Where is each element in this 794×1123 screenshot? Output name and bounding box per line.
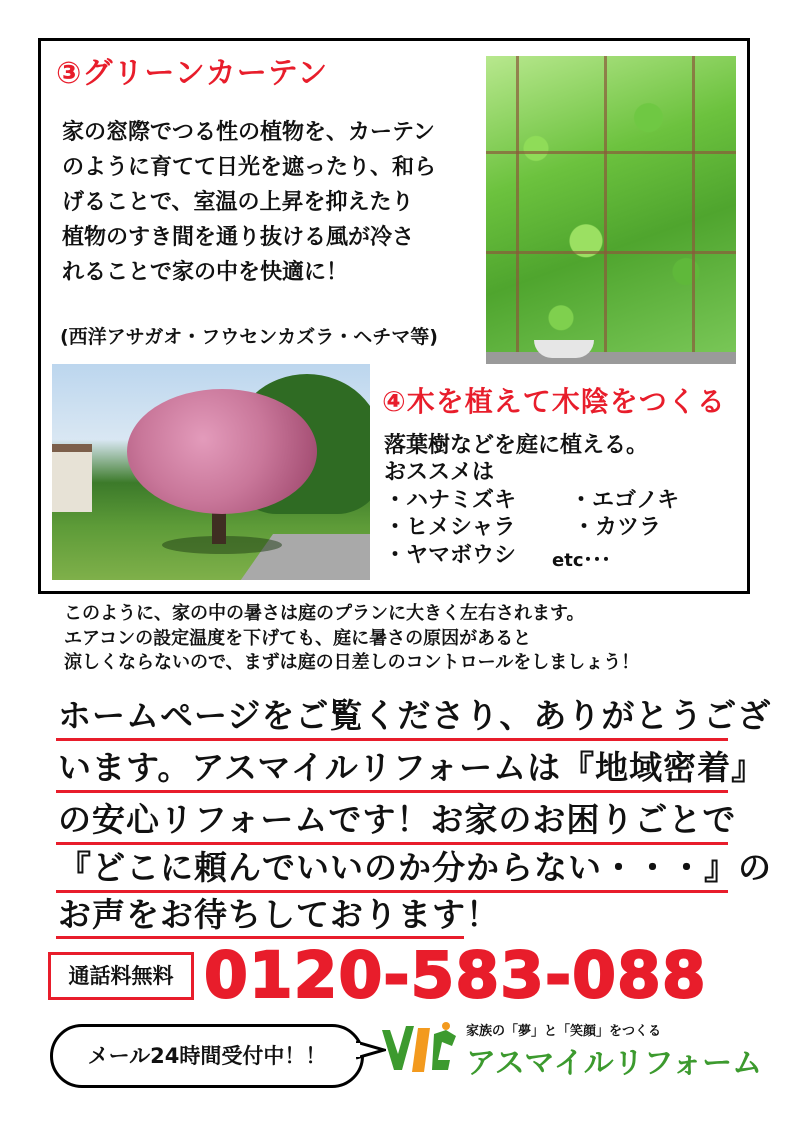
- message-underline: [56, 890, 728, 893]
- tree-intro-line: 落葉樹などを庭に植える。: [384, 433, 649, 458]
- message-line: 『どこに頼んでいいのか分からない・・・』の: [58, 848, 772, 887]
- asmile-logo-icon: [376, 1020, 460, 1078]
- tree-item: ・ヤマボウシ: [384, 543, 517, 568]
- description-line: のように育てて日光を遮ったり、和ら: [62, 155, 437, 180]
- phone-number[interactable]: 0120-583-088: [204, 939, 707, 1012]
- logo-tagline: 家族の「夢」と「笑顔」をつくる: [466, 1024, 662, 1039]
- message-line: の安心リフォームです！お家のお困りごとで: [58, 800, 737, 839]
- toll-free-badge: 通話料無料: [48, 952, 194, 1000]
- message-line: います。アスマイルリフォームは『地域密着』: [58, 748, 766, 787]
- plant-examples: (西洋アサガオ・フウセンカズラ・ヘチマ等): [60, 326, 438, 348]
- description-line: れることで家の中を快適に！: [62, 260, 349, 285]
- tree-etc: etc･･･: [552, 550, 611, 571]
- summary-text: [64, 602, 639, 676]
- tree-item: ・カツラ: [573, 515, 662, 540]
- message-line: お声をお待ちしております！: [58, 895, 500, 934]
- recommend-label: おススメは: [384, 460, 495, 485]
- message-underline: [56, 790, 728, 793]
- description-line: げることで、室温の上昇を抑えたり: [62, 190, 414, 215]
- green-curtain-heading: ③グリーンカーテン: [56, 56, 329, 91]
- description-line: 植物のすき間を通り抜ける風が冷さ: [62, 225, 415, 250]
- tree-item: ・ハナミズキ: [384, 488, 517, 513]
- message-underline: [56, 738, 728, 741]
- green-curtain-photo: [486, 56, 736, 364]
- summary-line: このように、家の中の暑さは庭のプランに大きく左右されます。: [64, 603, 585, 624]
- summary-line: 涼しくならないので、まずは庭の日差しのコントロールをしましょう！: [64, 652, 640, 673]
- message-line: ホームページをご覧くださり、ありがとうござ: [58, 696, 772, 735]
- tree-shade-heading: ④木を植えて木陰をつくる: [382, 385, 726, 418]
- description-line: 家の窓際でつる性の植物を、カーテン: [62, 120, 435, 145]
- dogwood-tree-photo: [52, 364, 370, 580]
- tree-item: ・ヒメシャラ: [384, 515, 516, 540]
- message-underline: [56, 842, 728, 845]
- green-curtain-description: [62, 115, 436, 290]
- mail-reception-bubble: メール24時間受付中！！: [50, 1024, 364, 1088]
- tree-item: ・エゴノキ: [570, 488, 680, 513]
- company-name: アスマイルリフォーム: [466, 1046, 763, 1081]
- summary-line: エアコンの設定温度を下げても、庭に暑さの原因があると: [64, 627, 532, 649]
